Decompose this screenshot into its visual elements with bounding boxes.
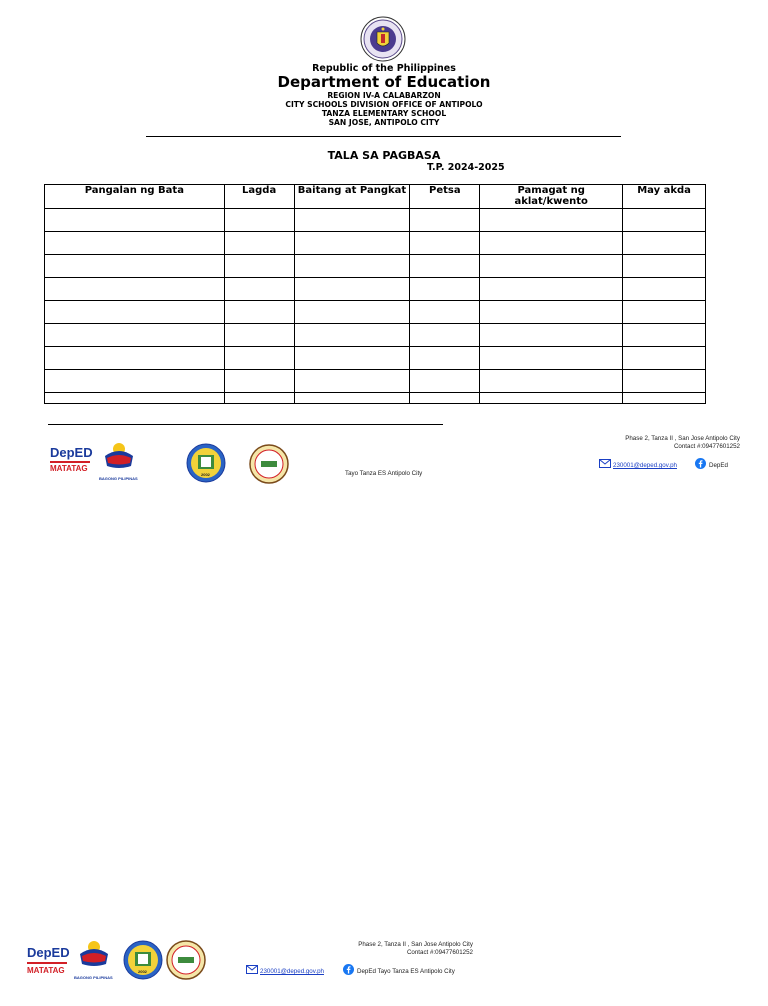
deped-matatag-logo-bottom — [27, 946, 70, 975]
footer-divider — [48, 424, 443, 425]
deped-logo-text: DepED — [50, 445, 93, 460]
table-cell[interactable] — [45, 324, 225, 347]
table-cell[interactable] — [45, 278, 225, 301]
table-cell[interactable] — [294, 347, 410, 370]
table-row — [45, 232, 706, 255]
table-cell[interactable] — [480, 301, 623, 324]
deped-matatag-logo — [50, 446, 93, 473]
table-cell[interactable] — [224, 301, 294, 324]
table-cell[interactable] — [623, 301, 706, 324]
table-row — [45, 324, 706, 347]
table-cell[interactable] — [294, 370, 410, 393]
table-cell[interactable] — [410, 324, 480, 347]
table-cell[interactable] — [410, 301, 480, 324]
table-cell[interactable] — [410, 209, 480, 232]
table-cell[interactable] — [224, 232, 294, 255]
matatag-logo-text: MATATAG — [27, 966, 65, 975]
table-cell[interactable] — [224, 347, 294, 370]
table-cell[interactable] — [410, 347, 480, 370]
footer-address: Phase 2, Tanza II , San Jose Antipolo City — [358, 941, 473, 948]
table-cell[interactable] — [224, 209, 294, 232]
table-cell[interactable] — [224, 278, 294, 301]
deped-seal-icon — [360, 16, 406, 62]
table-cell[interactable] — [224, 324, 294, 347]
school-seal-year: 2002 — [138, 969, 147, 974]
table-cell[interactable] — [294, 209, 410, 232]
table-cell[interactable] — [294, 278, 410, 301]
table-cell[interactable] — [623, 370, 706, 393]
table-cell[interactable] — [294, 393, 410, 404]
table-cell[interactable] — [480, 324, 623, 347]
email-link[interactable]: 230001@deped.gov.ph — [260, 968, 324, 975]
email-link[interactable]: 230001@deped.gov.ph — [613, 462, 677, 469]
table-cell[interactable] — [410, 255, 480, 278]
table-cell[interactable] — [45, 209, 225, 232]
table-cell[interactable] — [480, 278, 623, 301]
school-seal-icon — [186, 443, 226, 483]
fb-page-name: Tayo Tanza ES Antipolo City — [345, 470, 423, 477]
table-cell[interactable] — [294, 324, 410, 347]
table-row — [45, 301, 706, 324]
table-header-row — [45, 185, 706, 209]
col-header-signature: Lagda — [224, 185, 294, 209]
table-cell[interactable] — [623, 393, 706, 404]
footer-address: Phase 2, Tanza II , San Jose Antipolo City — [625, 435, 740, 442]
col-header-date: Petsa — [410, 185, 480, 209]
mail-icon — [599, 459, 611, 468]
facebook-label[interactable]: DepEd — [709, 462, 728, 469]
table-row — [45, 393, 706, 404]
table-cell[interactable] — [45, 255, 225, 278]
table-cell[interactable] — [623, 209, 706, 232]
table-row — [45, 209, 706, 232]
table-cell[interactable] — [410, 232, 480, 255]
table-cell[interactable] — [410, 393, 480, 404]
table-cell[interactable] — [410, 370, 480, 393]
col-header-grade-section: Baitang at Pangkat — [294, 185, 410, 209]
table-cell[interactable] — [480, 370, 623, 393]
table-cell[interactable] — [294, 232, 410, 255]
school-year: T.P. 2024-2025 — [427, 162, 505, 173]
table-row — [45, 370, 706, 393]
table-cell[interactable] — [623, 347, 706, 370]
bagong-pilipinas-logo-icon — [101, 442, 137, 472]
table-cell[interactable] — [45, 301, 225, 324]
table-cell[interactable] — [294, 301, 410, 324]
table-cell[interactable] — [623, 278, 706, 301]
mail-icon — [246, 965, 258, 974]
table-cell[interactable] — [45, 347, 225, 370]
table-cell[interactable] — [45, 232, 225, 255]
table-cell[interactable] — [224, 393, 294, 404]
footer-contact: Contact #:09477601252 — [673, 443, 740, 450]
division-seal-icon — [249, 444, 289, 484]
table-cell[interactable] — [294, 255, 410, 278]
division-seal-icon — [166, 940, 206, 980]
school-seal-icon — [123, 940, 163, 980]
table-row — [45, 347, 706, 370]
school-name: TANZA ELEMENTARY SCHOOL — [321, 109, 447, 118]
table-cell[interactable] — [45, 393, 225, 404]
table-cell[interactable] — [623, 232, 706, 255]
table-cell[interactable] — [410, 278, 480, 301]
form-title: TALA SA PAGBASA — [327, 149, 441, 162]
table-cell[interactable] — [45, 370, 225, 393]
matatag-logo-text: MATATAG — [50, 464, 88, 473]
table-row — [45, 278, 706, 301]
table-cell[interactable] — [480, 209, 623, 232]
table-cell[interactable] — [623, 324, 706, 347]
footer-contact: Contact #:09477601252 — [406, 949, 473, 956]
department-name: Department of Education — [277, 73, 491, 91]
header-divider — [146, 136, 621, 137]
table-cell[interactable] — [480, 232, 623, 255]
table-cell[interactable] — [480, 393, 623, 404]
republic-label: Republic of the Philippines — [312, 63, 456, 74]
facebook-icon — [695, 458, 706, 469]
table-cell[interactable] — [480, 347, 623, 370]
col-header-name: Pangalan ng Bata — [45, 185, 225, 209]
table-cell[interactable] — [480, 255, 623, 278]
bagong-pilipinas-label: BAGONG PILIPINAS — [74, 975, 113, 980]
region-label: REGION IV-A CALABARZON — [327, 91, 441, 100]
table-cell[interactable] — [623, 255, 706, 278]
facebook-icon — [343, 964, 354, 975]
table-cell[interactable] — [224, 255, 294, 278]
col-header-author: May akda — [623, 185, 706, 209]
reading-log-table — [44, 184, 706, 404]
school-address: SAN JOSE, ANTIPOLO CITY — [328, 118, 440, 127]
division-label: CITY SCHOOLS DIVISION OFFICE OF ANTIPOLO — [285, 100, 483, 109]
facebook-label[interactable]: DepEd Tayo Tanza ES Antipolo City — [357, 968, 455, 975]
bagong-pilipinas-label: BAGONG PILIPINAS — [99, 476, 138, 481]
table-row — [45, 255, 706, 278]
bagong-pilipinas-logo-icon — [76, 940, 112, 970]
col-header-title: Pamagat ng aklat/kwento — [480, 185, 623, 209]
school-seal-year: 2002 — [201, 472, 210, 477]
deped-logo-text: DepED — [27, 945, 70, 960]
table-cell[interactable] — [224, 370, 294, 393]
